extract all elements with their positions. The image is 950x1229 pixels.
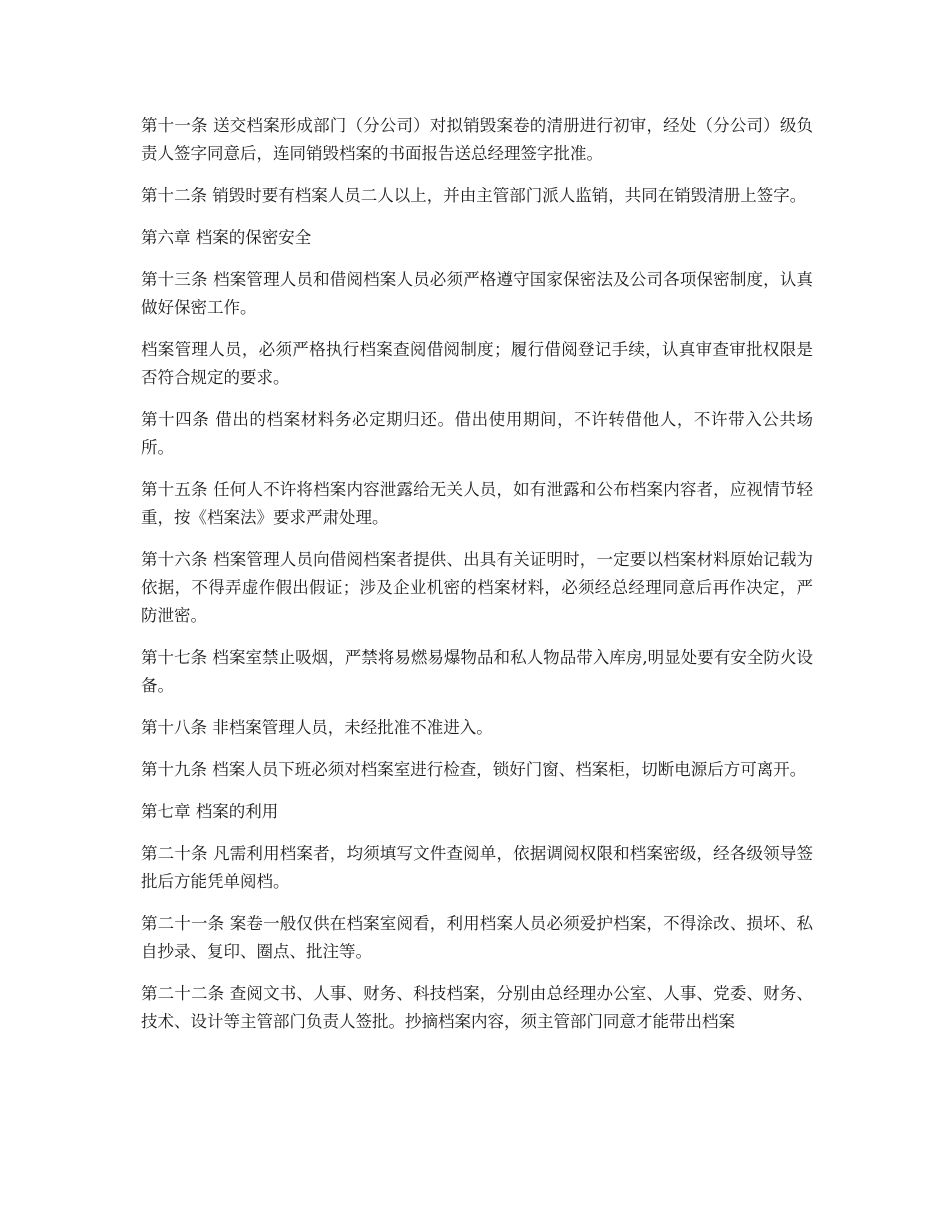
article-20: 第二十条 凡需利用档案者，均须填写文件查阅单，依据调阅权限和档案密级，经各级领导签批后方能凭单阅档。 <box>141 844 813 891</box>
article-15: 第十五条 任何人不许将档案内容泄露给无关人员，如有泄露和公布档案内容者，应视情节轻重，按《档案法》要求严肃处理。 <box>141 480 813 527</box>
chapter-6-heading: 第六章 档案的保密安全 <box>141 228 312 247</box>
article-18: 第十八条 非档案管理人员，未经批准不准进入。 <box>141 718 493 737</box>
article-11: 第十一条 送交档案形成部门（分公司）对拟销毁案卷的清册进行初审，经处（分公司）级负责人签字同意后，连同销毁档案的书面报告送总经理签字批准。 <box>141 116 813 163</box>
article-13-supplement: 档案管理人员，必须严格执行档案查阅借阅制度；履行借阅登记手续，认真审查审批权限是否符合规定的要求。 <box>141 340 813 387</box>
article-16: 第十六条 档案管理人员向借阅档案者提供、出具有关证明时，一定要以档案材料原始记载为依据，不得弄虚作假出假证；涉及企业机密的档案材料，必须经总经理同意后再作决定，严防泄密。 <box>141 550 813 625</box>
article-17: 第十七条 档案室禁止吸烟，严禁将易燃易爆物品和私人物品带入库房,明显处要有安全防火设备。 <box>141 648 813 695</box>
article-19: 第十九条 档案人员下班必须对档案室进行检查，锁好门窗、档案柜，切断电源后方可离开。 <box>141 760 807 779</box>
document-body <box>141 112 813 1050</box>
article-21: 第二十一条 案卷一般仅供在档案室阅看，利用档案人员必须爱护档案，不得涂改、损坏、私自抄录、复印、圈点、批注等。 <box>141 914 813 961</box>
article-22: 第二十二条 查阅文书、人事、财务、科技档案，分别由总经理办公室、人事、党委、财务、技术、设计等主管部门负责人签批。抄摘档案内容，须主管部门同意才能带出档案 <box>141 984 813 1031</box>
article-12: 第十二条 销毁时要有档案人员二人以上，并由主管部门派人监销，共同在销毁清册上签字。 <box>141 186 807 205</box>
article-13: 第十三条 档案管理人员和借阅档案人员必须严格遵守国家保密法及公司各项保密制度，认真做好保密工作。 <box>141 270 813 317</box>
chapter-7-heading: 第七章 档案的利用 <box>141 802 279 821</box>
article-14: 第十四条 借出的档案材料务必定期归还。借出使用期间，不许转借他人，不许带入公共场所。 <box>141 410 813 457</box>
